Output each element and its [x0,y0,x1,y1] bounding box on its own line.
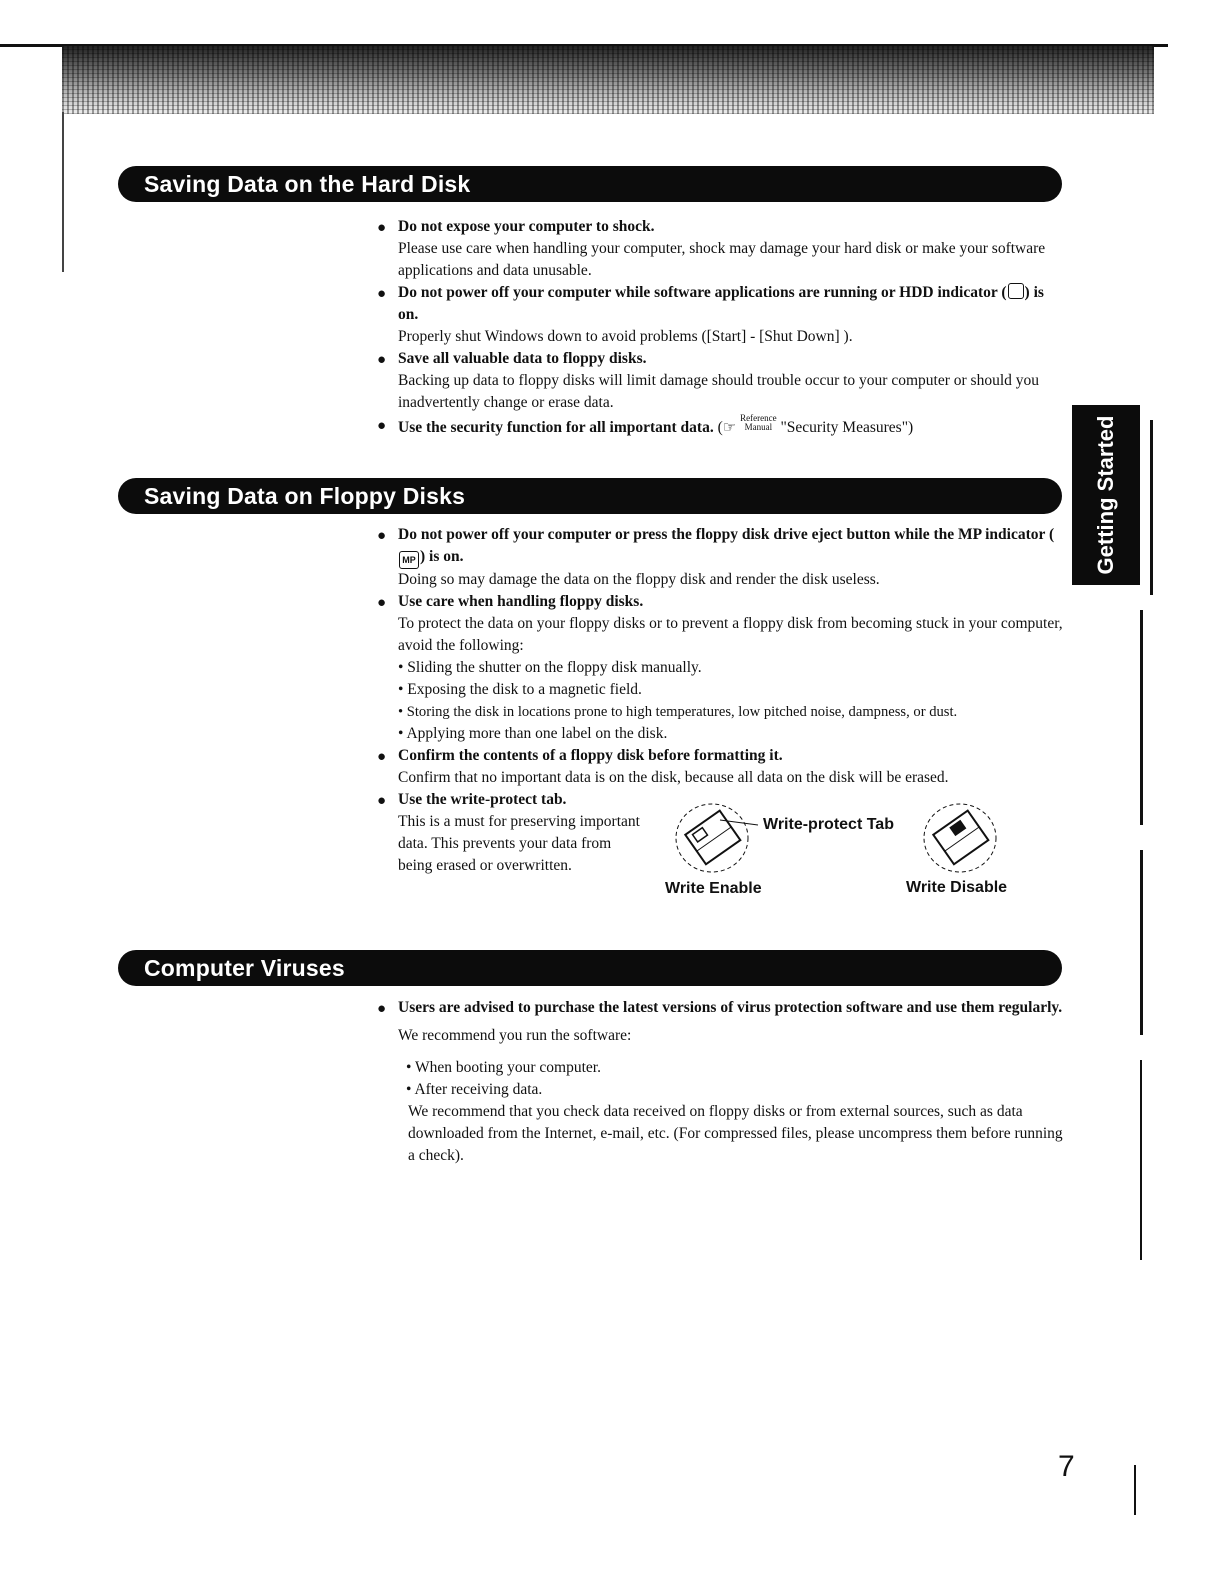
ref-text: "Security Measures") [780,419,914,436]
list-item [376,348,1066,414]
ref-open: ( [717,419,723,436]
list-item [376,216,1066,282]
sub-item: • Sliding the shutter on the floppy disk manually. [398,659,702,676]
list-item [376,282,1066,348]
hdd-indicator-icon [1008,283,1024,299]
item-body-tail: We recommend that you check data received on floppy disks or from external sources, such as data downloaded from the Internet, e-mail, etc. (For compressed files, please uncompress them before running a check). [408,1103,1063,1164]
page-number: 7 [1058,1450,1075,1483]
item-heading-part: Do not power off your computer or press the floppy disk drive eject button while the MP indicator ( [398,526,1055,543]
item-body: Please use care when handling your computer, shock may damage your hard disk or make your software applications and data unusable. [398,240,1046,279]
edge-rule [1140,1060,1142,1260]
list-item [376,524,1066,591]
side-tab-getting-started [1072,405,1140,585]
section-header-hard-disk [118,166,1062,202]
sub-item: • Storing the disk in locations prone to high temperatures, low pitched noise, dampness, or dust. [398,704,958,720]
section-title: Saving Data on Floppy Disks [144,483,466,509]
sub-item: • When booting your computer. [406,1059,601,1076]
section-title: Computer Viruses [144,955,345,981]
bullet-icon: ● [377,749,387,765]
sub-item: • Exposing the disk to a magnetic field. [398,681,642,698]
write-protect-tab-label: Write-protect Tab [763,816,894,833]
bullet-icon: ● [377,528,387,544]
item-heading [398,524,1066,569]
bullet-icon: ● [377,418,387,434]
item-body: Backing up data to floppy disks will limit damage should trouble occur to your computer or should you inadvertently change or erase data. [398,372,1039,411]
item-body: Properly shut Windows down to avoid problems ([Start] - [Shut Down] ). [398,328,853,345]
edge-rule [1140,850,1143,1035]
mp-indicator-icon: MP [399,551,419,569]
edge-rule [1134,1465,1136,1515]
item-heading: Users are advised to purchase the latest versions of virus protection software and use them regularly. [398,999,1063,1016]
item-body: To protect the data on your floppy disks or to prevent a floppy disk from becoming stuck in your computer, avoid the following: [398,615,1063,654]
ref-bottom: Manual [744,422,773,432]
item-heading: Confirm the contents of a floppy disk before formatting it. [398,747,783,764]
item-body: Confirm that no important data is on the disk, because all data on the disk will be erased. [398,769,949,786]
write-disable-label: Write Disable [906,879,1008,896]
write-enable-label: Write Enable [665,880,762,897]
left-margin-rule [62,112,64,272]
item-body: Doing so may damage the data on the floppy disk and render the disk useless. [398,571,880,588]
section-title: Saving Data on the Hard Disk [144,171,471,197]
item-heading: Use the write-protect tab. [398,791,567,808]
bullet-icon: ● [377,1001,387,1017]
pointing-hand-icon: ☞ [722,418,737,436]
item-heading: Save all valuable data to floppy disks. [398,350,647,367]
section-header-floppy-disks [118,478,1062,514]
bullet-icon: ● [377,286,387,302]
floppy-write-enable-figure [670,800,760,880]
side-tab-label: Getting Started [1093,415,1118,575]
item-heading: Do not expose your computer to shock. [398,218,655,235]
item-heading: Use care when handling floppy disks. [398,593,644,610]
item-body: We recommend you run the software: [398,1027,632,1044]
item-heading [398,282,1066,326]
section-header-computer-viruses [118,950,1062,986]
sub-item: • After receiving data. [406,1081,543,1098]
section-body-viruses [376,997,1066,1167]
floppy-write-disable-figure [918,800,1008,880]
edge-rule [1140,610,1143,825]
bullet-icon: ● [377,595,387,611]
list-item [376,591,1066,745]
list-item [376,414,1066,439]
item-heading: Use the security function for all important data. [398,419,714,436]
bullet-icon: ● [377,220,387,236]
header-texture-band [62,46,1154,114]
bullet-icon: ● [377,793,387,809]
item-heading-part: Do not power off your computer while software applications are running or HDD indicator ( [398,284,1007,301]
bullet-icon: ● [377,352,387,368]
sub-item: • Applying more than one label on the disk. [398,725,668,742]
list-item [376,997,1066,1167]
section-body-hard-disk [376,216,1066,439]
list-item [376,745,1066,789]
ref-top: Reference [740,413,777,423]
reference-manual-mark [740,414,776,432]
item-heading-part: ) is on. [420,548,464,565]
edge-rule [1150,420,1153,595]
item-heading-part: ) is on. [398,284,1044,323]
item-body: This is a must for preserving important data. This prevents your data from being erased or overwritten. [398,813,640,874]
